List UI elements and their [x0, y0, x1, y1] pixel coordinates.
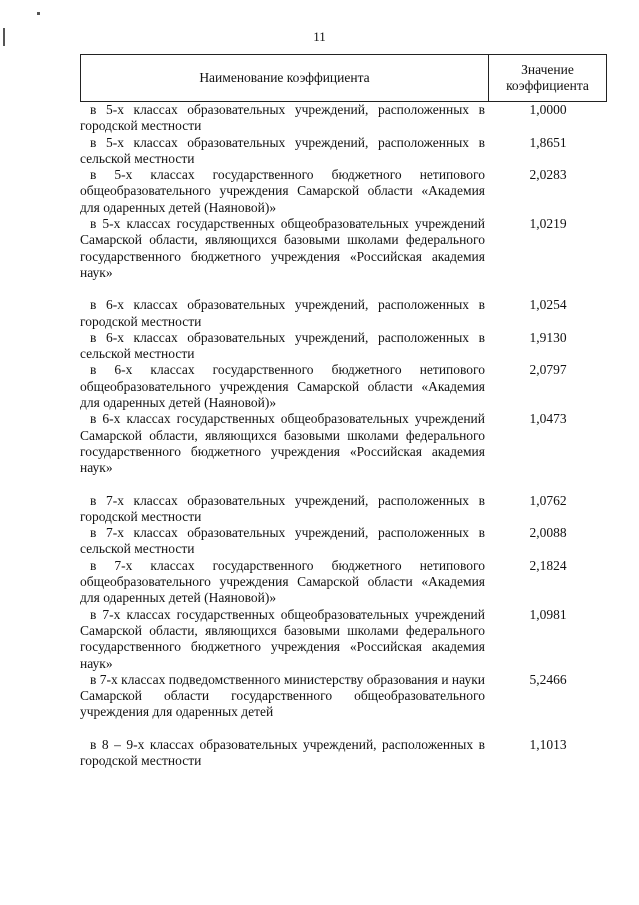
table-row [80, 102, 607, 135]
coefficient-name-text: в 7-х классах образовательных учреждений, расположенных в сельской местности [80, 525, 485, 557]
table-row [80, 672, 607, 721]
table-row [80, 216, 607, 281]
coefficient-name-text: в 5-х классах образовательных учреждений, расположенных в городской местности [80, 102, 485, 134]
coefficient-name [80, 297, 485, 330]
coefficient-name-text: в 7-х классах подведомственного министерству образования и науки Самарской области государственного общеобразовательного учреждения для одаренных детей [80, 671, 485, 720]
scan-mark-dot [37, 12, 40, 15]
coefficient-name [80, 411, 485, 476]
coefficient-value: 2,0283 [529, 167, 567, 183]
coefficient-value: 2,0797 [529, 362, 567, 378]
table-row [80, 297, 607, 330]
table-row [80, 362, 607, 411]
table-row [80, 330, 607, 363]
table-row [80, 167, 607, 216]
coefficient-name-text: в 7-х классах образовательных учреждений, расположенных в городской местности [80, 492, 485, 524]
header-value-column [489, 55, 606, 101]
coefficient-name [80, 362, 485, 411]
table-body [80, 102, 607, 769]
coefficient-name [80, 330, 485, 363]
coefficient-name-text: в 6-х классах образовательных учреждений, расположенных в городской местности [80, 297, 485, 329]
group-spacer [80, 721, 607, 737]
table-row [80, 558, 607, 607]
coefficient-table [80, 54, 607, 769]
coefficient-value: 1,0254 [529, 297, 567, 313]
coefficient-name [80, 558, 485, 607]
header-value-line1: Значение [521, 62, 574, 77]
coefficient-value: 1,0219 [529, 216, 567, 232]
row-group [80, 737, 607, 770]
group-spacer [80, 477, 607, 493]
coefficient-name-text: в 6-х классах образовательных учреждений, расположенных в сельской местности [80, 329, 485, 362]
row-group [80, 102, 607, 281]
header-name-column: Наименование коэффициента [81, 55, 489, 101]
table-row [80, 493, 607, 526]
coefficient-value: 1,0473 [529, 411, 567, 427]
table-row [80, 607, 607, 672]
coefficient-value: 1,9130 [529, 329, 567, 345]
coefficient-name-text: в 5-х классах государственных общеобразовательных учреждений Самарской области, являющихся базовыми школами федерального государственного бюджетного учреждения «Российская академия наук» [80, 216, 485, 280]
coefficient-name-text: в 7-х классах государственных общеобразовательных учреждений Самарской области, являющихся базовыми школами федерального государственного бюджетного учреждения «Российская академия наук» [80, 606, 485, 671]
coefficient-value: 1,0000 [529, 102, 567, 117]
table-row [80, 737, 607, 770]
coefficient-name [80, 135, 485, 168]
row-group [80, 297, 607, 476]
table-row [80, 411, 607, 476]
coefficient-name [80, 216, 485, 281]
coefficient-name [80, 672, 485, 721]
coefficient-value: 5,2466 [529, 671, 567, 687]
coefficient-name [80, 737, 485, 770]
coefficient-name-text: в 8 – 9-х классах образовательных учреждений, расположенных в городской местности [80, 736, 485, 768]
coefficient-name-text: в 6-х классах государственного бюджетного нетипового общеобразовательного учреждения Самарской области «Академия для одаренных детей (Наяновой)» [80, 362, 485, 411]
coefficient-name-text: в 7-х классах государственного бюджетного нетипового общеобразовательного учреждения Самарской области «Академия для одаренных детей (Наяновой)» [80, 557, 485, 606]
coefficient-value: 2,1824 [529, 557, 567, 573]
coefficient-value: 1,0981 [529, 606, 567, 622]
coefficient-value: 1,8651 [529, 134, 567, 150]
table-row [80, 135, 607, 168]
row-group [80, 493, 607, 721]
table-header [80, 54, 607, 102]
coefficient-name [80, 102, 485, 135]
coefficient-value: 1,1013 [529, 736, 567, 752]
coefficient-name [80, 525, 485, 558]
page-number: 11 [313, 29, 326, 44]
header-value-line2: коэффициента [506, 78, 589, 93]
coefficient-value: 1,0762 [529, 492, 567, 508]
coefficient-name-text: в 5-х классах образовательных учреждений, расположенных в сельской местности [80, 134, 485, 166]
coefficient-name [80, 493, 485, 526]
table-row [80, 525, 607, 558]
coefficient-name [80, 607, 485, 672]
group-spacer [80, 281, 607, 297]
coefficient-name-text: в 5-х классах государственного бюджетного нетипового общеобразовательного учреждения Самарской области «Академия для одаренных детей (Наяновой)» [80, 167, 485, 215]
coefficient-name [80, 167, 485, 216]
coefficient-name-text: в 6-х классах государственных общеобразовательных учреждений Самарской области, являющихся базовыми школами федерального государственного бюджетного учреждения «Российская академия наук» [80, 411, 485, 476]
coefficient-value: 2,0088 [529, 525, 567, 541]
